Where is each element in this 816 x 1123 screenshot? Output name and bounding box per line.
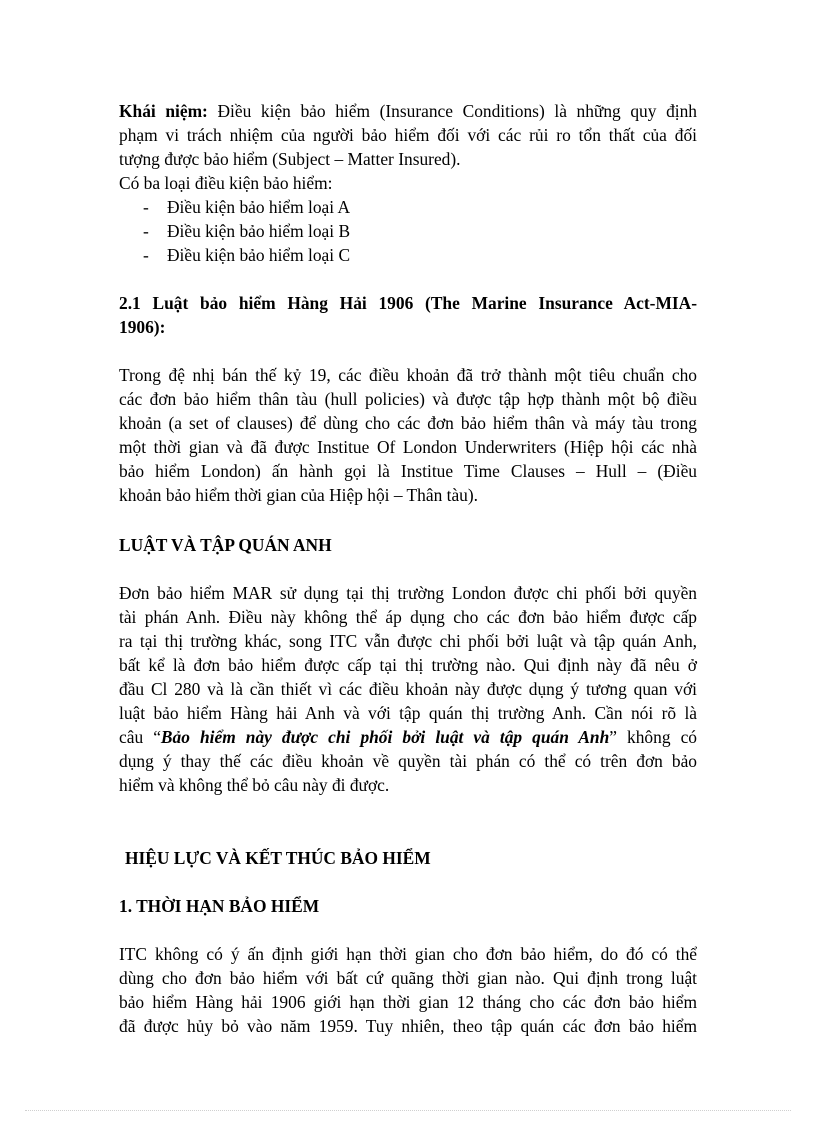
concept-line-3: tượng được bảo hiểm (Subject – Matter Insured). (119, 149, 461, 169)
paragraph-line: các đơn bảo hiểm thân tàu (hull policies) và được tập hợp thành một bộ điều (119, 389, 697, 409)
paragraph-line: ITC không có ý ấn định giới hạn thời gian cho đơn bảo hiểm, do đó có thể (119, 944, 697, 964)
condition-list (119, 195, 697, 267)
paragraph-line: khoản bảo hiểm thời gian của Hiệp hội – Thân tàu). (119, 485, 479, 505)
paragraph-line: câu “Bảo hiểm này được chi phối bởi luật và tập quán Anh” không có (119, 727, 697, 747)
list-item: - Điều kiện bảo hiểm loại C (143, 245, 351, 265)
section-thoi-han-body (119, 942, 697, 1038)
paragraph-line: Trong đệ nhị bán thế kỷ 19, các điều khoản đã trở thành một tiêu chuẩn cho (119, 365, 697, 385)
paragraph-line: bảo hiểm Hàng hải 1906 giới hạn thời gian 12 tháng cho các đơn bảo hiểm (119, 992, 697, 1012)
section-hieu-luc-heading: HIỆU LỰC VÀ KẾT THÚC BẢO HIỂM (125, 848, 431, 868)
paragraph-line: ra tại thị trường khác, song ITC vẫn được chi phối bởi luật và tập quán Anh, (119, 631, 697, 651)
page-footer-divider (25, 1110, 791, 1111)
document-page (119, 99, 697, 1038)
concept-line-2: phạm vi trách nhiệm của người bảo hiểm đối với các rủi ro tổn thất của đối (119, 125, 697, 145)
paragraph-line: khoản (a set of clauses) để dùng cho các đơn bảo hiểm thân và máy tàu trong (119, 413, 697, 433)
paragraph-line: một thời gian và đã được Institue Of London Underwriters (Hiệp hội các nhà (119, 437, 697, 457)
paragraph-line: dụng ý thay thế các điều khoản về quyền tài phán có thể có trên đơn bảo (119, 751, 697, 771)
section-21-body (119, 363, 697, 507)
paragraph-line: bất kể là đơn bảo hiểm được cấp tại thị trường nào. Qui định này đã nêu ở (119, 655, 697, 675)
concept-label: Khái niệm: (119, 101, 208, 121)
paragraph-line: Đơn bảo hiểm MAR sử dụng tại thị trường London được chi phối bởi quyền (119, 583, 697, 603)
paragraph-line: bảo hiểm London) ấn hành gọi là Institue Time Clauses – Hull – (Điều (119, 461, 697, 481)
list-item: - Điều kiện bảo hiểm loại B (143, 221, 351, 241)
paragraph-line: tài phán Anh. Điều này không thể áp dụng cho các đơn bảo hiểm được cấp (119, 607, 697, 627)
paragraph-line: dùng cho đơn bảo hiểm với bất cứ quãng thời gian nào. Qui định trong luật (119, 968, 697, 988)
concept-intro: Có ba loại điều kiện bảo hiểm: (119, 173, 333, 193)
paragraph-line: đầu Cl 280 và là cần thiết vì các điều khoản này được dụng ý tương quan với (119, 679, 697, 699)
section-luat-heading: LUẬT VÀ TẬP QUÁN ANH (119, 535, 332, 555)
paragraph-line: đã được hủy bỏ vào năm 1959. Tuy nhiên, theo tập quán các đơn bảo hiểm (119, 1016, 697, 1036)
paragraph-line: hiểm và không thể bỏ câu này đi được. (119, 775, 390, 795)
concept-line-1: Khái niệm: Điều kiện bảo hiểm (Insurance Conditions) là những quy định (119, 101, 697, 121)
paragraph-line: luật bảo hiểm Hàng hải Anh và với tập quán thị trường Anh. Cần nói rõ là (119, 703, 697, 723)
section-thoi-han-heading: 1. THỜI HẠN BẢO HIỂM (119, 896, 320, 916)
list-item: - Điều kiện bảo hiểm loại A (143, 197, 351, 217)
quote-emphasis: Bảo hiểm này được chi phối bởi luật và tập quán Anh (160, 727, 610, 747)
section-21-heading: 2.1 Luật bảo hiểm Hàng Hải 1906 (The Marine Insurance Act-MIA- 1906): (119, 293, 697, 337)
section-luat-body (119, 581, 697, 797)
